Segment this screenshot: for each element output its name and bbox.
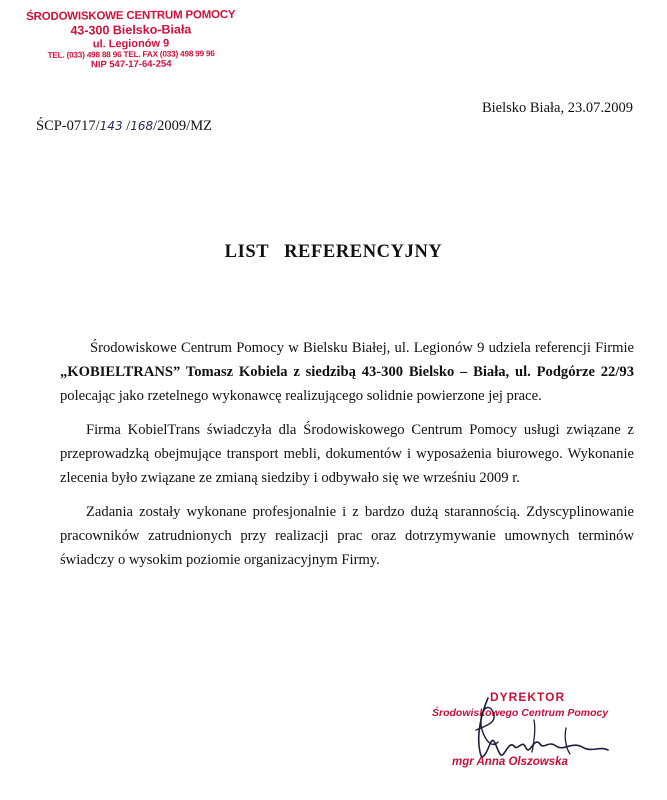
signature-name: mgr Anna Olszowska bbox=[452, 756, 568, 768]
reference-number bbox=[36, 118, 212, 135]
paragraph-3: Zadania zostały wykonane profesjonalnie i z bardzo dużą starannością. Zdyscyplinowanie pracowników zatrudnionych przy realizacji prac oraz dotrzymywanie umownych terminów świadczy o wysokim poziomie organizacyjnym Firmy. bbox=[60, 504, 634, 568]
p1-company-bold: „KOBIELTRANS” Tomasz Kobiela z siedzibą 43-300 Bielsko – Biała, ul. Podgórze 22/93 bbox=[60, 364, 634, 380]
signature-org: Środowiskowego Centrum Pomocy bbox=[432, 707, 609, 719]
stamp-line-phone: TEL. (033) 498 88 96 TEL. FAX (033) 498 99 96 bbox=[47, 49, 215, 61]
stamp-line-street: ul. Legionów 9 bbox=[92, 37, 170, 50]
place-and-date: Bielsko Biała, 23.07.2009 bbox=[481, 100, 633, 116]
institution-stamp bbox=[26, 9, 237, 72]
letter-body bbox=[60, 336, 634, 582]
handwritten-signature bbox=[416, 690, 646, 790]
signature-title: DYREKTOR bbox=[490, 690, 566, 704]
ref-handwritten-1: 143 bbox=[99, 119, 123, 133]
stamp-line-city: 43-300 Bielsko-Biała bbox=[70, 22, 192, 38]
ref-suffix: /2009/MZ bbox=[153, 118, 212, 134]
paragraph-1 bbox=[60, 336, 634, 408]
ref-separator: / bbox=[122, 118, 131, 134]
ref-prefix: ŚCP-0717/ bbox=[36, 118, 100, 134]
p1-text-a: Środowiskowe Centrum Pomocy w Bielsku Białej, ul. Legionów 9 udziela referencji Firmie bbox=[90, 340, 634, 356]
stamp-line-nip: NIP 547-17-64-254 bbox=[90, 58, 172, 71]
document-title: LIST REFERENCYJNY bbox=[224, 242, 443, 262]
paragraph-2: Firma KobielTrans świadczyła dla Środowiskowego Centrum Pomocy usługi związane z przeprowadzką obejmujące transport mebli, dokumentów i wyposażenia biurowego. Wykonanie zlecenia było związane ze zmianą siedziby i odbywało się we wrześniu 2009 r. bbox=[60, 422, 634, 486]
stamp-line-name: ŚRODOWISKOWE CENTRUM POMOCY bbox=[26, 8, 236, 24]
signature-block bbox=[416, 690, 646, 790]
ref-handwritten-2: 168 bbox=[130, 119, 154, 133]
p1-text-b: polecając jako rzetelnego wykonawcę realizującego solidnie powierzone jej prace. bbox=[60, 388, 542, 404]
